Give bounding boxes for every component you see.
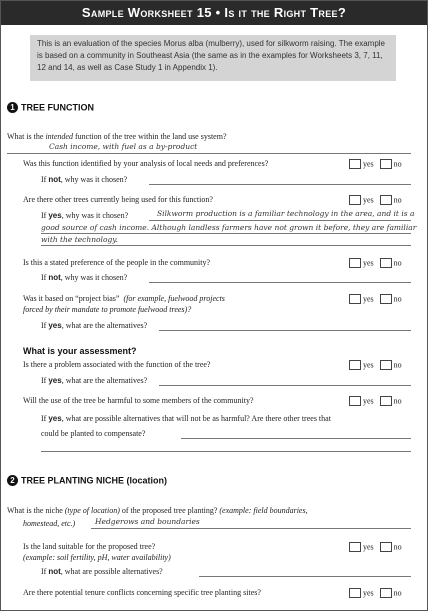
section-2-title: TREE PLANTING NICHE (location)	[21, 475, 167, 486]
checkbox-yes[interactable]	[349, 588, 361, 598]
answer-line	[199, 576, 411, 577]
checkbox-yes[interactable]	[349, 159, 361, 169]
checkbox-yes[interactable]	[349, 542, 361, 552]
answer-line	[7, 153, 411, 154]
q-tenure-conflicts: Are there potential tenure conflicts concerning specific tree planting sites?	[23, 588, 261, 597]
q-niche: What is the niche (type of location) of the proposed tree planting? (example: field boundaries,	[7, 506, 308, 515]
q-land-suitable: Is the land suitable for the proposed tree?	[23, 542, 156, 551]
answer-line	[41, 245, 411, 246]
answer-line	[41, 233, 411, 234]
followup-harmful: If yes, what are possible alternatives that will not be as harmful? Are there other trees that	[41, 414, 331, 423]
q-land-suitable-example: (example: soil fertility, pH, water availability)	[23, 553, 171, 562]
answer-line	[91, 528, 411, 529]
followup-function-identified: If not, why was it chosen?	[41, 175, 128, 184]
checkbox-no[interactable]	[380, 195, 392, 205]
q-project-bias-example: forced by their mandate to promote fuelwood trees)?	[23, 305, 192, 314]
checkbox-no[interactable]	[380, 159, 392, 169]
checkbox-no[interactable]	[380, 588, 392, 598]
yes-no-stated-preference: yes no	[349, 257, 402, 269]
q-stated-preference: Is this a stated preference of the people in the community?	[23, 258, 211, 267]
answer-line	[149, 282, 411, 283]
section-1-heading	[7, 102, 94, 113]
q-niche-example: homestead, etc.)	[23, 519, 76, 528]
answer-line	[159, 330, 411, 331]
answer-other-trees-2: good source of cash income. Although landless farmers have not grown it before, they are familiar	[41, 223, 417, 232]
checkbox-yes[interactable]	[349, 294, 361, 304]
followup-stated-preference: If not, why was it chosen?	[41, 273, 128, 282]
checkbox-no[interactable]	[380, 396, 392, 406]
section-1-title: TREE FUNCTION	[21, 102, 94, 113]
q-project-bias: Was it based on “project bias” (for example, fuelwood projects	[23, 294, 225, 303]
yes-no-problem-function: yes no	[349, 359, 402, 371]
answer-other-trees-3: with the technology.	[41, 235, 118, 244]
answer-line	[181, 438, 411, 439]
yes-no-other-trees: yes no	[349, 194, 402, 206]
answer-line	[41, 451, 411, 452]
q-harmful: Will the use of the tree be harmful to some members of the community?	[23, 396, 254, 405]
checkbox-no[interactable]	[380, 258, 392, 268]
followup-harmful-2: could be planted to compensate?	[41, 429, 146, 438]
checkbox-yes[interactable]	[349, 360, 361, 370]
yes-no-project-bias: yes no	[349, 293, 402, 305]
section-2-heading	[7, 475, 167, 486]
assessment-heading: What is your assessment?	[23, 346, 137, 356]
answer-niche: Hedgerows and boundaries	[95, 517, 200, 526]
followup-problem-function: If yes, what are the alternatives?	[41, 376, 148, 385]
yes-no-function-identified: yes no	[349, 158, 402, 170]
followup-land-suitable: If not, what are possible alternatives?	[41, 567, 163, 576]
followup-project-bias: If yes, what are the alternatives?	[41, 321, 148, 330]
yes-no-tenure-conflicts: yes no	[349, 587, 402, 599]
q-other-trees: Are there other trees currently being used for this function?	[23, 195, 213, 204]
answer-intended-function: Cash income, with fuel as a by-product	[49, 142, 198, 151]
checkbox-no[interactable]	[380, 294, 392, 304]
checkbox-no[interactable]	[380, 542, 392, 552]
worksheet-title: Sample Worksheet 15 • Is it the Right Tree?	[1, 1, 427, 25]
checkbox-yes[interactable]	[349, 258, 361, 268]
yes-no-land-suitable: yes no	[349, 541, 402, 553]
section-1-number: 1	[7, 102, 18, 113]
q-function-identified: Was this function identified by your analysis of local needs and preferences?	[23, 159, 269, 168]
answer-line	[149, 184, 411, 185]
q-intended-function: What is the intended function of the tree within the land use system?	[7, 132, 227, 141]
checkbox-yes[interactable]	[349, 396, 361, 406]
answer-other-trees-1: Silkworm production is a familiar technology in the area, and it is a	[157, 209, 415, 218]
checkbox-yes[interactable]	[349, 195, 361, 205]
intro-box: This is an evaluation of the species Morus alba (mulberry), used for silkworm raising. The example is based on a community in Southeast Asia (the same as in the examples for Worksheets 3, 7, 11, 12 and 14, as well as Case Study 1 in Appendix 1).	[30, 35, 396, 81]
q-problem-function: Is there a problem associated with the function of the tree?	[23, 360, 211, 369]
answer-line	[159, 385, 411, 386]
section-2-number: 2	[7, 475, 18, 486]
yes-no-harmful: yes no	[349, 395, 402, 407]
checkbox-no[interactable]	[380, 360, 392, 370]
answer-line	[149, 220, 411, 221]
followup-other-trees: If yes, why was it chosen?	[41, 211, 129, 220]
